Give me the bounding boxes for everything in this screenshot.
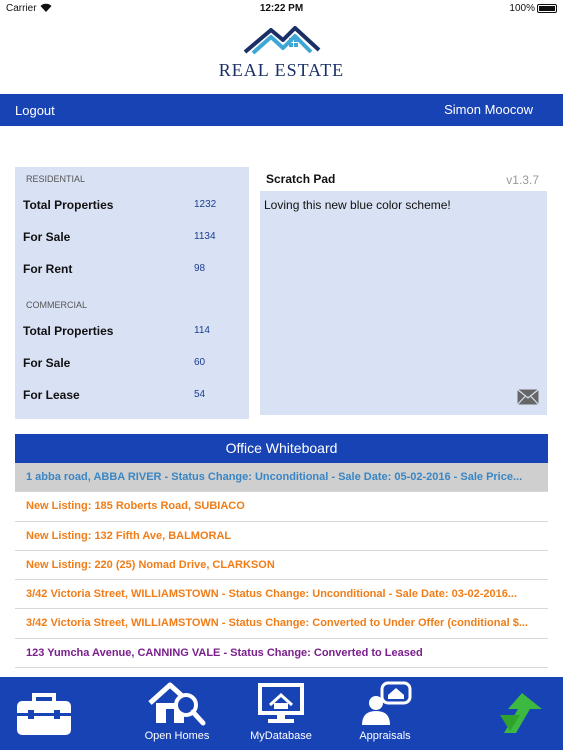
version-label: v1.3.7 xyxy=(506,173,539,187)
whiteboard-list xyxy=(15,463,548,668)
whiteboard-item[interactable]: New Listing: 185 Roberts Road, SUBIACO xyxy=(15,492,548,521)
stat-value: 114 xyxy=(194,325,210,336)
stat-value: 1134 xyxy=(194,231,216,242)
scratch-pad-title: Scratch Pad xyxy=(266,172,336,186)
sync-arrows-icon xyxy=(492,691,544,735)
whiteboard-item[interactable]: 3/42 Victoria Street, WILLIAMSTOWN - Status Change: Unconditional - Sale Date: 03-02-2016... xyxy=(15,580,548,609)
tab-label: Appraisals xyxy=(359,730,411,742)
tab-label: Open Homes xyxy=(144,730,210,742)
whiteboard-item[interactable]: New Listing: 220 (25) Nomad Drive, CLARKSON xyxy=(15,551,548,580)
stat-value: 1232 xyxy=(194,199,217,210)
commercial-heading: COMMERCIAL xyxy=(26,300,88,310)
mail-icon[interactable] xyxy=(517,389,539,410)
stat-row xyxy=(23,388,243,404)
stat-row xyxy=(23,356,243,372)
stat-label: For Lease xyxy=(23,388,80,402)
stat-label: For Sale xyxy=(23,230,71,244)
scratch-pad-text[interactable]: Loving this new blue color scheme! xyxy=(264,198,451,212)
clock-time: 12:22 PM xyxy=(259,3,304,14)
stat-value: 54 xyxy=(194,389,206,400)
logo-text: REAL ESTATE xyxy=(218,60,345,80)
house-search-icon xyxy=(148,681,206,727)
stat-value: 60 xyxy=(194,357,206,368)
app-logo xyxy=(0,20,563,82)
whiteboard-item[interactable]: New Listing: 132 Fifth Ave, BALMORAL xyxy=(15,522,548,551)
tab-toolbox[interactable] xyxy=(8,677,80,750)
logout-button[interactable]: Logout xyxy=(15,103,55,118)
stat-label: For Sale xyxy=(23,356,71,370)
whiteboard-header: Office Whiteboard xyxy=(15,434,548,463)
stat-row xyxy=(23,230,243,246)
monitor-house-icon xyxy=(258,683,304,725)
person-house-icon xyxy=(360,681,412,727)
status-bar xyxy=(0,0,563,18)
whiteboard-item[interactable]: 1 abba road, ABBA RIVER - Status Change: Unconditional - Sale Date: 05-02-2016 - Sale Price... xyxy=(15,463,548,492)
stat-value: 98 xyxy=(194,263,206,274)
battery-percent: 100% xyxy=(509,3,535,14)
residential-heading: RESIDENTIAL xyxy=(26,174,86,184)
tab-open-homes[interactable] xyxy=(132,677,222,750)
stat-label: Total Properties xyxy=(23,324,114,338)
carrier-label: Carrier xyxy=(6,3,37,14)
bottom-tab-bar xyxy=(0,677,563,750)
top-nav-bar xyxy=(0,94,563,126)
battery-icon xyxy=(537,4,557,13)
property-stats-panel xyxy=(15,167,249,419)
toolbox-icon xyxy=(14,689,74,739)
username-label: Simon Moocow xyxy=(444,102,533,117)
stat-label: Total Properties xyxy=(23,198,114,212)
tab-label: MyDatabase xyxy=(250,730,312,742)
whiteboard-item[interactable]: 123 Yumcha Avenue, CANNING VALE - Status Change: Converted to Leased xyxy=(15,639,548,668)
stat-row xyxy=(23,324,243,340)
stat-row xyxy=(23,198,243,214)
tab-appraisals[interactable] xyxy=(340,677,430,750)
house-roof-logo-icon xyxy=(243,22,321,60)
stat-row xyxy=(23,262,243,278)
stat-label: For Rent xyxy=(23,262,73,276)
scratch-pad-textarea[interactable] xyxy=(260,191,547,415)
tab-mydatabase[interactable] xyxy=(236,677,326,750)
whiteboard-item[interactable]: 3/42 Victoria Street, WILLIAMSTOWN - Status Change: Converted to Under Offer (conditional $... xyxy=(15,609,548,638)
tab-sync[interactable] xyxy=(488,677,548,750)
